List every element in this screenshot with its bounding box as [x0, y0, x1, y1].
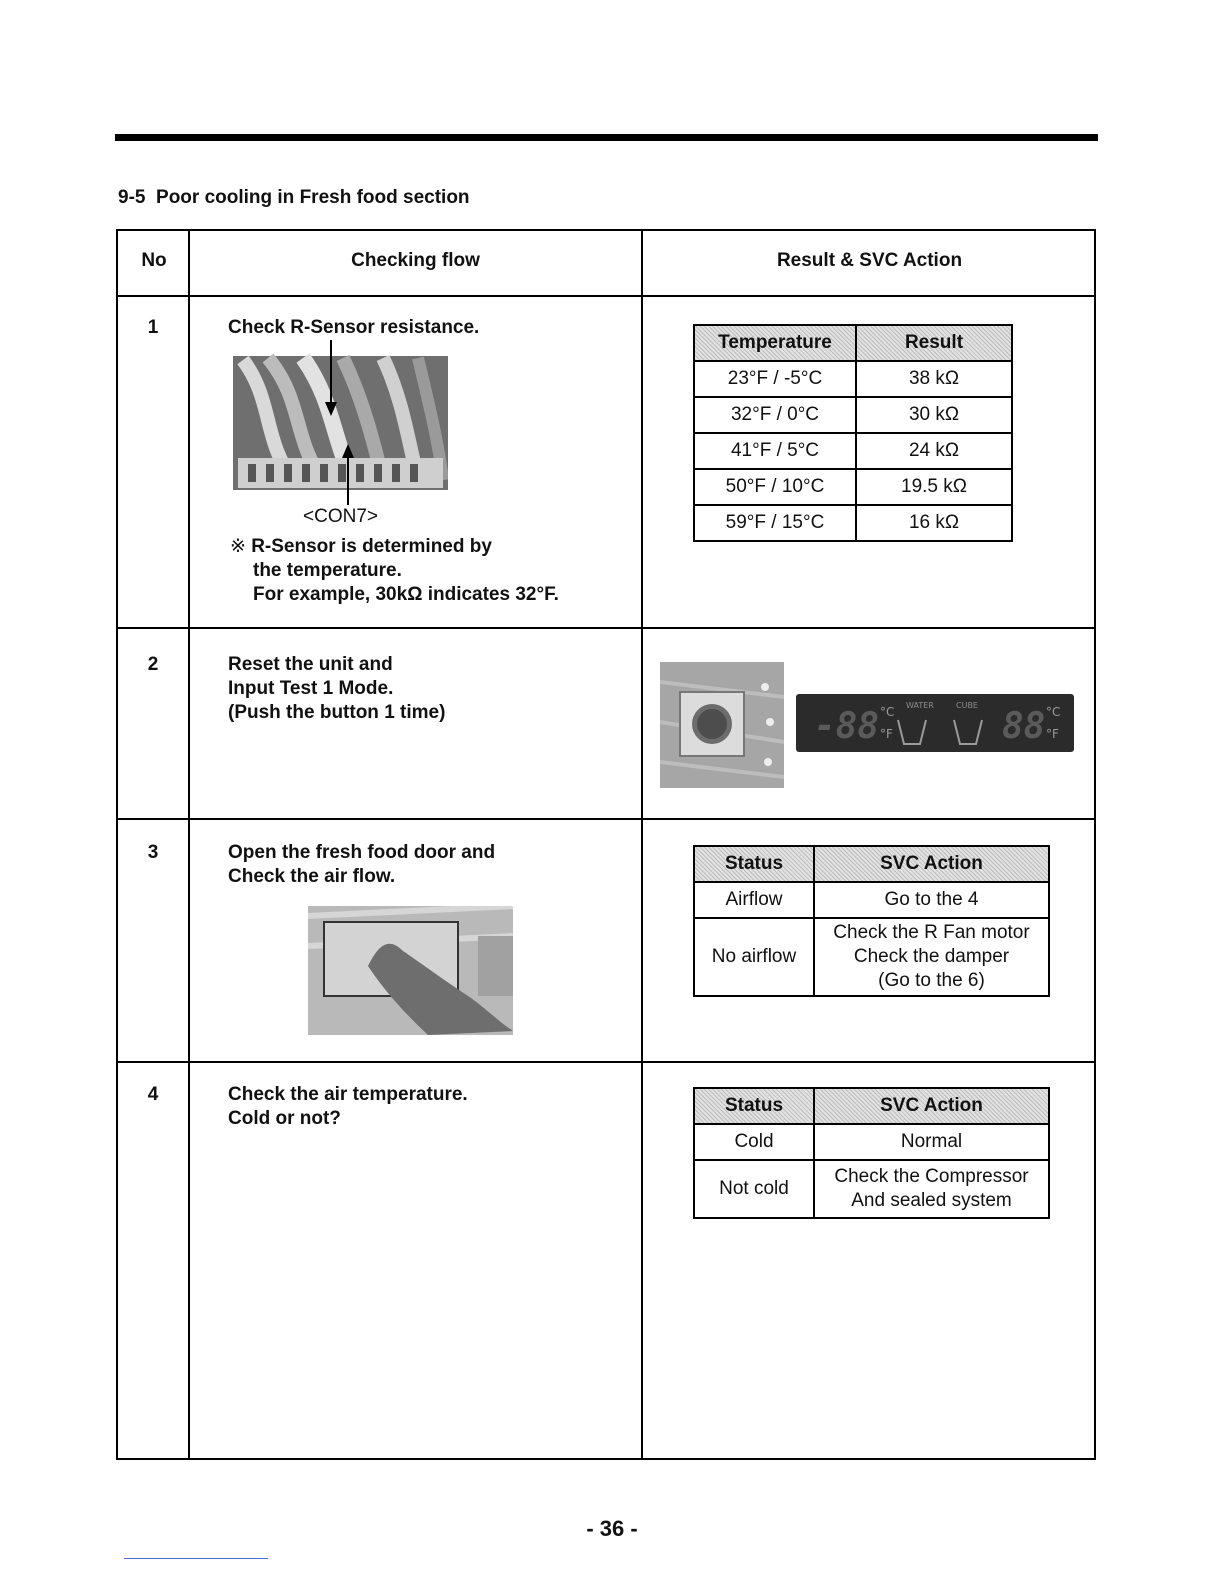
table-row [694, 882, 1049, 918]
airflow-header-svc-action: SVC Action [814, 846, 1049, 882]
table-row [694, 918, 1049, 996]
step-4-text: Check the air temperature. Cold or not? [228, 1084, 468, 1129]
table-row [694, 469, 1012, 505]
note-line-1: R-Sensor is determined by [251, 536, 492, 557]
svc-action-cell: Normal [814, 1124, 1049, 1160]
temperature-status-table [693, 1087, 1050, 1219]
water-label: WATER [906, 701, 934, 710]
table-row [694, 433, 1012, 469]
result-cell: 16 kΩ [856, 505, 1012, 541]
row-divider-3 [116, 1061, 1096, 1063]
status-cell: Not cold [694, 1160, 814, 1218]
temp-header-svc-action: SVC Action [814, 1088, 1049, 1124]
row-divider-2 [116, 818, 1096, 820]
left-temp-digits: -88 [814, 706, 880, 747]
temperature-cell: 50°F / 10°C [694, 469, 856, 505]
table-row [694, 361, 1012, 397]
connector-photo [233, 340, 448, 505]
resistance-header-result: Result [856, 325, 1012, 361]
status-cell: Airflow [694, 882, 814, 918]
footer-link-line [124, 1558, 268, 1559]
svc-action-cell: Check the Compressor And sealed system [814, 1160, 1049, 1218]
header-checking-flow: Checking flow [351, 250, 480, 271]
control-display-panel [796, 694, 1074, 752]
svc-action-cell: Go to the 4 [814, 882, 1049, 918]
temperature-cell: 32°F / 0°C [694, 397, 856, 433]
step-2-text: Reset the unit and Input Test 1 Mode. (Push the button 1 time) [228, 654, 446, 723]
result-cell: 19.5 kΩ [856, 469, 1012, 505]
left-unit-c: °C [880, 705, 895, 719]
cube-label: CUBE [956, 701, 978, 710]
right-unit-c: °C [1046, 705, 1061, 719]
airflow-status-table [693, 845, 1050, 997]
temperature-cell: 23°F / -5°C [694, 361, 856, 397]
test-button-photo [660, 662, 784, 788]
note-line-3: For example, 30kΩ indicates 32°F. [253, 584, 559, 605]
note-mark: ※ [230, 536, 246, 557]
temperature-cell: 59°F / 15°C [694, 505, 856, 541]
col-divider-2 [641, 229, 643, 1460]
step-1-note [230, 535, 559, 607]
right-unit-f: °F [1046, 727, 1059, 741]
temp-header-status: Status [694, 1088, 814, 1124]
step-3-text: Open the fresh food door and Check the air flow. [228, 842, 496, 887]
svc-action-cell: Check the R Fan motor Check the damper (Go to the 6) [814, 918, 1049, 996]
status-cell: Cold [694, 1124, 814, 1160]
top-rule [115, 134, 1098, 141]
step-3-number: 3 [147, 842, 159, 863]
header-result-svc: Result & SVC Action [776, 250, 963, 271]
table-row [694, 1124, 1049, 1160]
step-1-text: Check R-Sensor resistance. [228, 317, 480, 338]
table-row [694, 1160, 1049, 1218]
note-line-2: the temperature. [253, 560, 402, 581]
left-unit-f: °F [880, 727, 893, 741]
section-title: 9-5 Poor cooling in Fresh food section [118, 187, 470, 208]
result-cell: 24 kΩ [856, 433, 1012, 469]
step-1-number: 1 [147, 317, 159, 338]
header-divider [116, 295, 1096, 297]
step-2-number: 2 [147, 654, 159, 675]
right-temp-digits: 88 [1002, 706, 1046, 747]
result-cell: 38 kΩ [856, 361, 1012, 397]
table-row [694, 505, 1012, 541]
header-no: No [141, 250, 167, 271]
resistance-table [693, 324, 1013, 542]
temperature-cell: 41°F / 5°C [694, 433, 856, 469]
result-cell: 30 kΩ [856, 397, 1012, 433]
step-4-number: 4 [147, 1084, 159, 1105]
page-number: - 36 - [586, 1516, 638, 1541]
row-divider-1 [116, 627, 1096, 629]
airflow-header-status: Status [694, 846, 814, 882]
status-cell: No airflow [694, 918, 814, 996]
connector-label: <CON7> [303, 506, 378, 527]
table-row [694, 397, 1012, 433]
resistance-header-temperature: Temperature [694, 325, 856, 361]
airflow-check-photo [308, 906, 513, 1035]
